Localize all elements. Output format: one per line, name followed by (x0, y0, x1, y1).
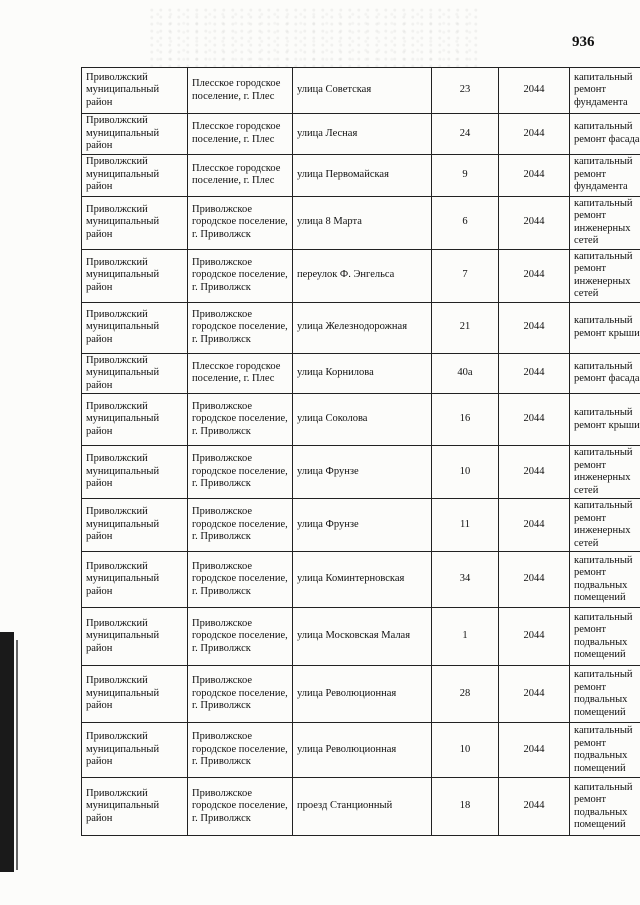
cell-district: Приволжский муниципальный район (82, 249, 188, 302)
cell-work: капитальный ремонт подвальных помещений (570, 666, 640, 723)
cell-house: 28 (432, 666, 499, 723)
cell-house: 11 (432, 499, 499, 552)
cell-year: 2044 (499, 249, 570, 302)
cell-work: капитальный ремонт инженерных сетей (570, 249, 640, 302)
scan-edge-mark (0, 632, 14, 872)
cell-house: 1 (432, 608, 499, 666)
table-row (82, 608, 640, 666)
cell-year: 2044 (499, 114, 570, 155)
cell-house: 10 (432, 446, 499, 499)
cell-house: 23 (432, 68, 499, 114)
cell-district: Приволжский муниципальный район (82, 499, 188, 552)
cell-year: 2044 (499, 608, 570, 666)
cell-work: капитальный ремонт инженерных сетей (570, 499, 640, 552)
cell-work: капитальный ремонт подвальных помещений (570, 608, 640, 666)
cell-year: 2044 (499, 499, 570, 552)
cell-settlement: Приволжское городское поселение, г. Приволжск (188, 196, 293, 249)
cell-year: 2044 (499, 302, 570, 353)
table-row (82, 302, 640, 353)
cell-year: 2044 (499, 446, 570, 499)
cell-settlement: Приволжское городское поселение, г. Приволжск (188, 608, 293, 666)
cell-street: улица Лесная (293, 114, 432, 155)
table-row (82, 68, 640, 114)
cell-work: капитальный ремонт подвальных помещений (570, 778, 640, 836)
cell-house: 40а (432, 353, 499, 394)
cell-house: 7 (432, 249, 499, 302)
cell-house: 9 (432, 154, 499, 196)
cell-work: капитальный ремонт инженерных сетей (570, 446, 640, 499)
cell-work: капитальный ремонт подвальных помещений (570, 552, 640, 608)
cell-work: капитальный ремонт инженерных сетей (570, 196, 640, 249)
cell-street: улица Первомайская (293, 154, 432, 196)
cell-work: капитальный ремонт фундамента (570, 154, 640, 196)
cell-street: проезд Станционный (293, 778, 432, 836)
cell-house: 18 (432, 778, 499, 836)
table-row (82, 394, 640, 446)
table-row (82, 778, 640, 836)
cell-settlement: Плесское городское поселение, г. Плес (188, 114, 293, 155)
cell-street: улица Коминтерновская (293, 552, 432, 608)
cell-year: 2044 (499, 723, 570, 778)
cell-district: Приволжский муниципальный район (82, 154, 188, 196)
cell-settlement: Приволжское городское поселение, г. Приволжск (188, 302, 293, 353)
cell-street: улица 8 Марта (293, 196, 432, 249)
cell-work: капитальный ремонт крыши (570, 394, 640, 446)
table-row (82, 196, 640, 249)
cell-settlement: Приволжское городское поселение, г. Приволжск (188, 446, 293, 499)
table-row (82, 249, 640, 302)
cell-settlement: Плесское городское поселение, г. Плес (188, 68, 293, 114)
cell-district: Приволжский муниципальный район (82, 778, 188, 836)
cell-street: улица Советская (293, 68, 432, 114)
cell-house: 10 (432, 723, 499, 778)
cell-year: 2044 (499, 353, 570, 394)
scan-edge-line (16, 640, 18, 870)
cell-year: 2044 (499, 196, 570, 249)
cell-district: Приволжский муниципальный район (82, 446, 188, 499)
cell-settlement: Плесское городское поселение, г. Плес (188, 154, 293, 196)
cell-work: капитальный ремонт фасада (570, 353, 640, 394)
cell-house: 6 (432, 196, 499, 249)
cell-house: 24 (432, 114, 499, 155)
cell-house: 16 (432, 394, 499, 446)
cell-year: 2044 (499, 394, 570, 446)
cell-street: улица Фрунзе (293, 446, 432, 499)
cell-street: улица Революционная (293, 666, 432, 723)
cell-year: 2044 (499, 778, 570, 836)
cell-street: улица Фрунзе (293, 499, 432, 552)
scan-noise (150, 8, 480, 68)
cell-work: капитальный ремонт фасада (570, 114, 640, 155)
table-row (82, 666, 640, 723)
cell-street: улица Московская Малая (293, 608, 432, 666)
cell-year: 2044 (499, 552, 570, 608)
cell-street: улица Железнодорожная (293, 302, 432, 353)
table-row (82, 723, 640, 778)
cell-district: Приволжский муниципальный район (82, 394, 188, 446)
cell-work: капитальный ремонт фундамента (570, 68, 640, 114)
cell-settlement: Приволжское городское поселение, г. Приволжск (188, 666, 293, 723)
table-row (82, 353, 640, 394)
cell-year: 2044 (499, 154, 570, 196)
cell-district: Приволжский муниципальный район (82, 608, 188, 666)
cell-house: 34 (432, 552, 499, 608)
table-row (82, 114, 640, 155)
cell-street: переулок Ф. Энгельса (293, 249, 432, 302)
cell-district: Приволжский муниципальный район (82, 302, 188, 353)
cell-work: капитальный ремонт подвальных помещений (570, 723, 640, 778)
cell-street: улица Корнилова (293, 353, 432, 394)
table-row (82, 154, 640, 196)
cell-house: 21 (432, 302, 499, 353)
cell-settlement: Приволжское городское поселение, г. Приволжск (188, 249, 293, 302)
cell-settlement: Приволжское городское поселение, г. Приволжск (188, 499, 293, 552)
cell-district: Приволжский муниципальный район (82, 353, 188, 394)
cell-district: Приволжский муниципальный район (82, 114, 188, 155)
cell-settlement: Плесское городское поселение, г. Плес (188, 353, 293, 394)
cell-district: Приволжский муниципальный район (82, 723, 188, 778)
cell-street: улица Соколова (293, 394, 432, 446)
cell-year: 2044 (499, 666, 570, 723)
cell-settlement: Приволжское городское поселение, г. Приволжск (188, 723, 293, 778)
page-number: 936 (572, 34, 595, 50)
repair-schedule-table (81, 67, 640, 836)
cell-settlement: Приволжское городское поселение, г. Приволжск (188, 394, 293, 446)
table-row (82, 499, 640, 552)
cell-district: Приволжский муниципальный район (82, 68, 188, 114)
table-row (82, 552, 640, 608)
cell-year: 2044 (499, 68, 570, 114)
cell-district: Приволжский муниципальный район (82, 196, 188, 249)
cell-district: Приволжский муниципальный район (82, 666, 188, 723)
cell-settlement: Приволжское городское поселение, г. Приволжск (188, 552, 293, 608)
table-row (82, 446, 640, 499)
cell-district: Приволжский муниципальный район (82, 552, 188, 608)
cell-street: улица Революционная (293, 723, 432, 778)
cell-settlement: Приволжское городское поселение, г. Приволжск (188, 778, 293, 836)
cell-work: капитальный ремонт крыши (570, 302, 640, 353)
